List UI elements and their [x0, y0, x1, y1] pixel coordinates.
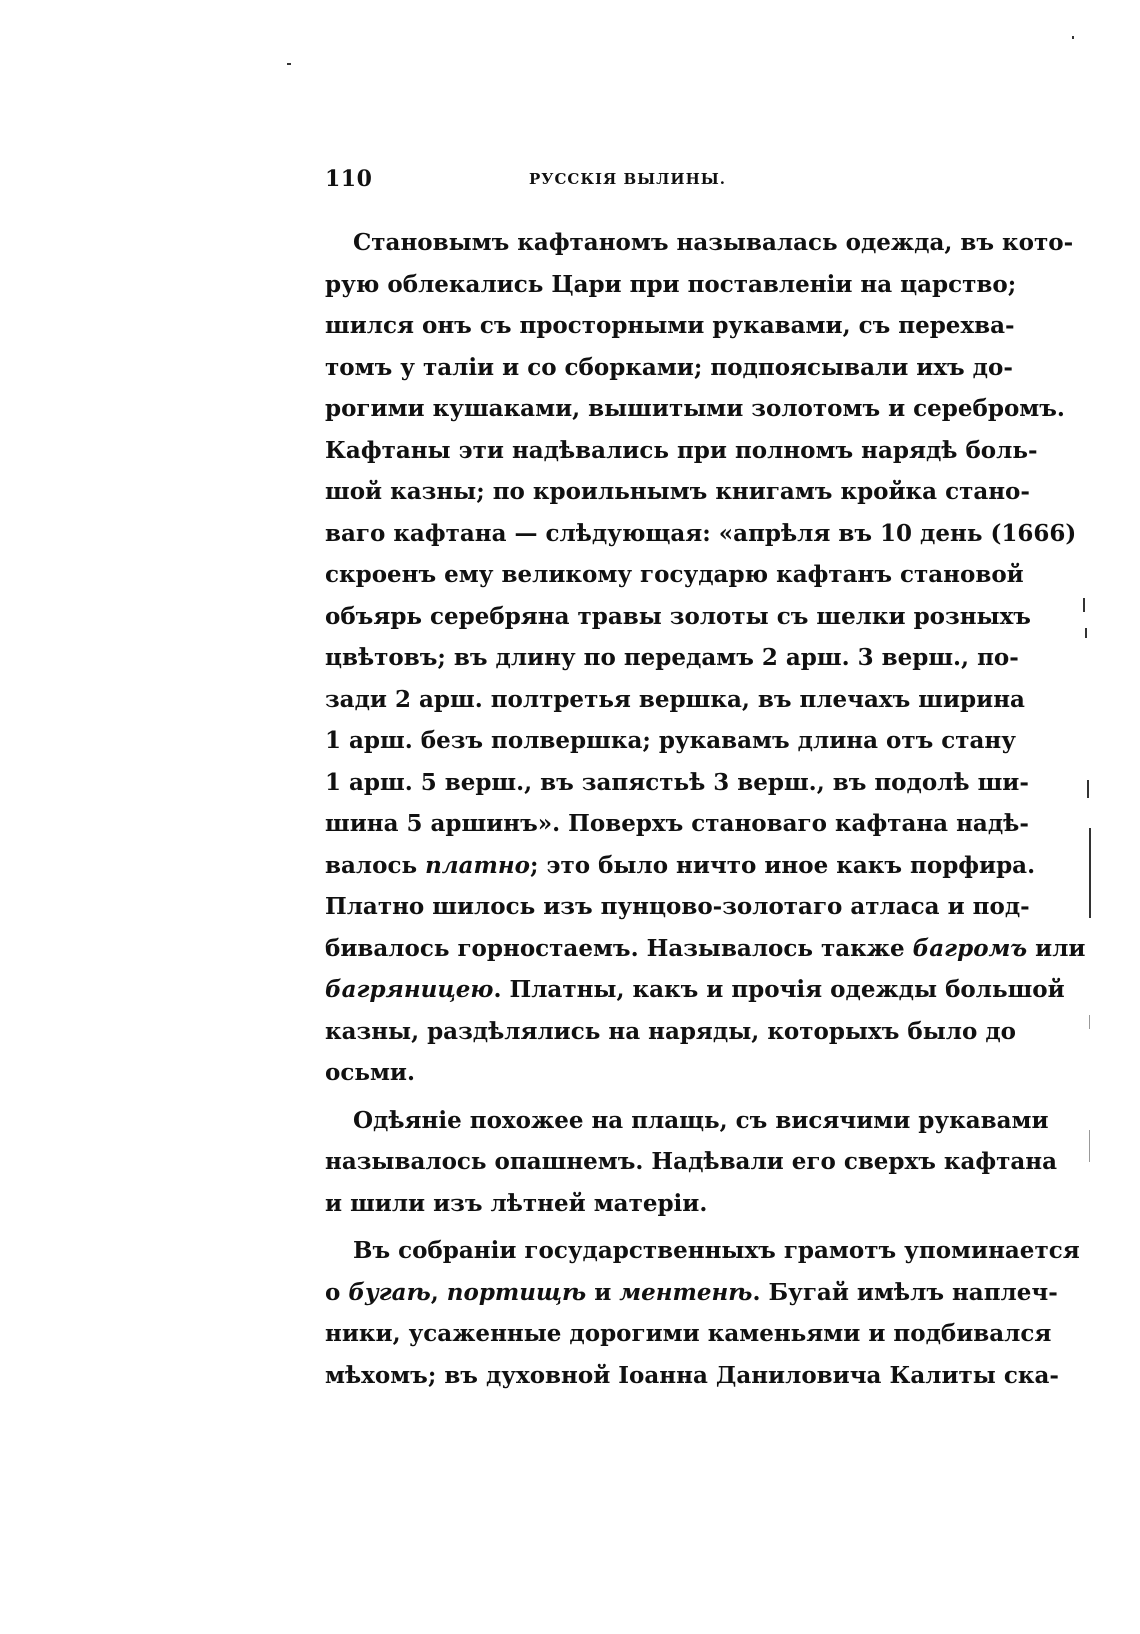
text-line: рогими кушаками, вышитыми золотомъ и серебромъ. — [325, 395, 1065, 422]
text-line: мѣхомъ; въ духовной Іоанна Даниловича Калиты ска- — [325, 1361, 1059, 1389]
text-line: 1 арш. 5 верш., въ запястьѣ 3 верш., въ подолѣ ши- — [325, 768, 1029, 796]
italic-term: платно — [425, 851, 530, 879]
margin-mark — [1089, 1015, 1090, 1029]
paragraph-2 — [325, 1100, 1058, 1225]
scan-speck — [1072, 36, 1074, 39]
margin-mark — [1089, 1130, 1090, 1162]
text-line: шился онъ съ просторными рукавами, съ перехва- — [325, 312, 1015, 339]
text-line — [325, 969, 1065, 1011]
text-segment: , — [430, 1278, 439, 1306]
text-segment: ; это было ничто иное какъ порфира. — [529, 851, 1036, 879]
text-line: Въ собраніи государственныхъ грамотъ упоминается — [353, 1237, 1080, 1264]
text-line: 1 арш. безъ полвершка; рукавамъ длина отъ стану — [325, 727, 1016, 754]
text-line: рую облекались Цари при поставленіи на царство; — [325, 270, 1017, 298]
margin-mark — [1089, 828, 1091, 918]
text-line: осьми. — [325, 1059, 416, 1086]
page-number: 110 — [325, 166, 373, 192]
text-line: шина 5 аршинъ». Поверхъ становаго кафтана надѣ- — [325, 810, 1029, 837]
text-line: скроенъ ему великому государю кафтанъ становой — [325, 561, 1024, 588]
paragraph-3 — [325, 1230, 1080, 1396]
text-line: Становымъ кафтаномъ называлась одежда, въ кото- — [353, 229, 1074, 256]
text-line: казны, раздѣлялись на наряды, которыхъ было до — [325, 1017, 1016, 1045]
page-header — [325, 166, 969, 196]
text-segment: . Платны, какъ и прочія одежды большой — [493, 976, 1065, 1003]
text-line — [325, 1272, 1058, 1314]
italic-term: багряницею — [325, 976, 494, 1003]
text-line: цвѣтовъ; въ длину по передамъ 2 арш. 3 верш., по- — [325, 644, 1019, 671]
scan-speck — [287, 63, 291, 65]
text-segment: или — [1035, 934, 1086, 962]
text-line: Одѣяніе похожее на плащь, съ висячими рукавами — [353, 1106, 1049, 1134]
body-text — [325, 222, 1086, 1396]
text-line: шой казны; по кроильнымъ книгамъ кройка стано- — [325, 478, 1030, 505]
running-title: РУССКІЯ ВЫЛИНЫ. — [529, 170, 726, 188]
text-line: Платно шилось изъ пунцово-золотаго атласа и под- — [325, 893, 1030, 920]
margin-mark — [1087, 780, 1089, 798]
text-line — [325, 845, 1036, 887]
text-line: объярь серебряна травы золоты съ шелки розныхъ — [325, 602, 1031, 630]
italic-term: багромъ — [912, 934, 1028, 962]
text-line: ники, усаженные дорогими каменьями и подбивался — [325, 1320, 1052, 1347]
text-line: Кафтаны эти надѣвались при полномъ нарядѣ боль- — [325, 436, 1038, 464]
text-segment: . Бугай имѣлъ наплеч- — [752, 1278, 1058, 1306]
text-segment: валось — [325, 851, 418, 879]
margin-mark — [1083, 598, 1085, 612]
text-line — [325, 928, 1086, 970]
text-line: называлось опашнемъ. Надѣвали его сверхъ кафтана — [325, 1148, 1058, 1175]
paragraph-1 — [325, 222, 1086, 1094]
italic-term: портищѣ — [446, 1278, 587, 1306]
text-segment: и — [594, 1278, 612, 1306]
text-line: томъ у таліи и со сборками; подпоясывали ихъ до- — [325, 353, 1013, 381]
text-line: зади 2 арш. полтретья вершка, въ плечахъ ширина — [325, 685, 1025, 713]
text-line: и шили изъ лѣтней матеріи. — [325, 1189, 708, 1217]
italic-term: бугаѣ — [348, 1278, 431, 1306]
italic-term: ментенѣ — [619, 1278, 753, 1306]
text-segment: о — [325, 1278, 341, 1306]
text-segment: бивалось горностаемъ. Называлось также — [325, 934, 905, 962]
text-line: ваго кафтана — слѣдующая: «апрѣля въ 10 день (1666) — [325, 519, 1077, 547]
margin-mark — [1085, 628, 1087, 638]
